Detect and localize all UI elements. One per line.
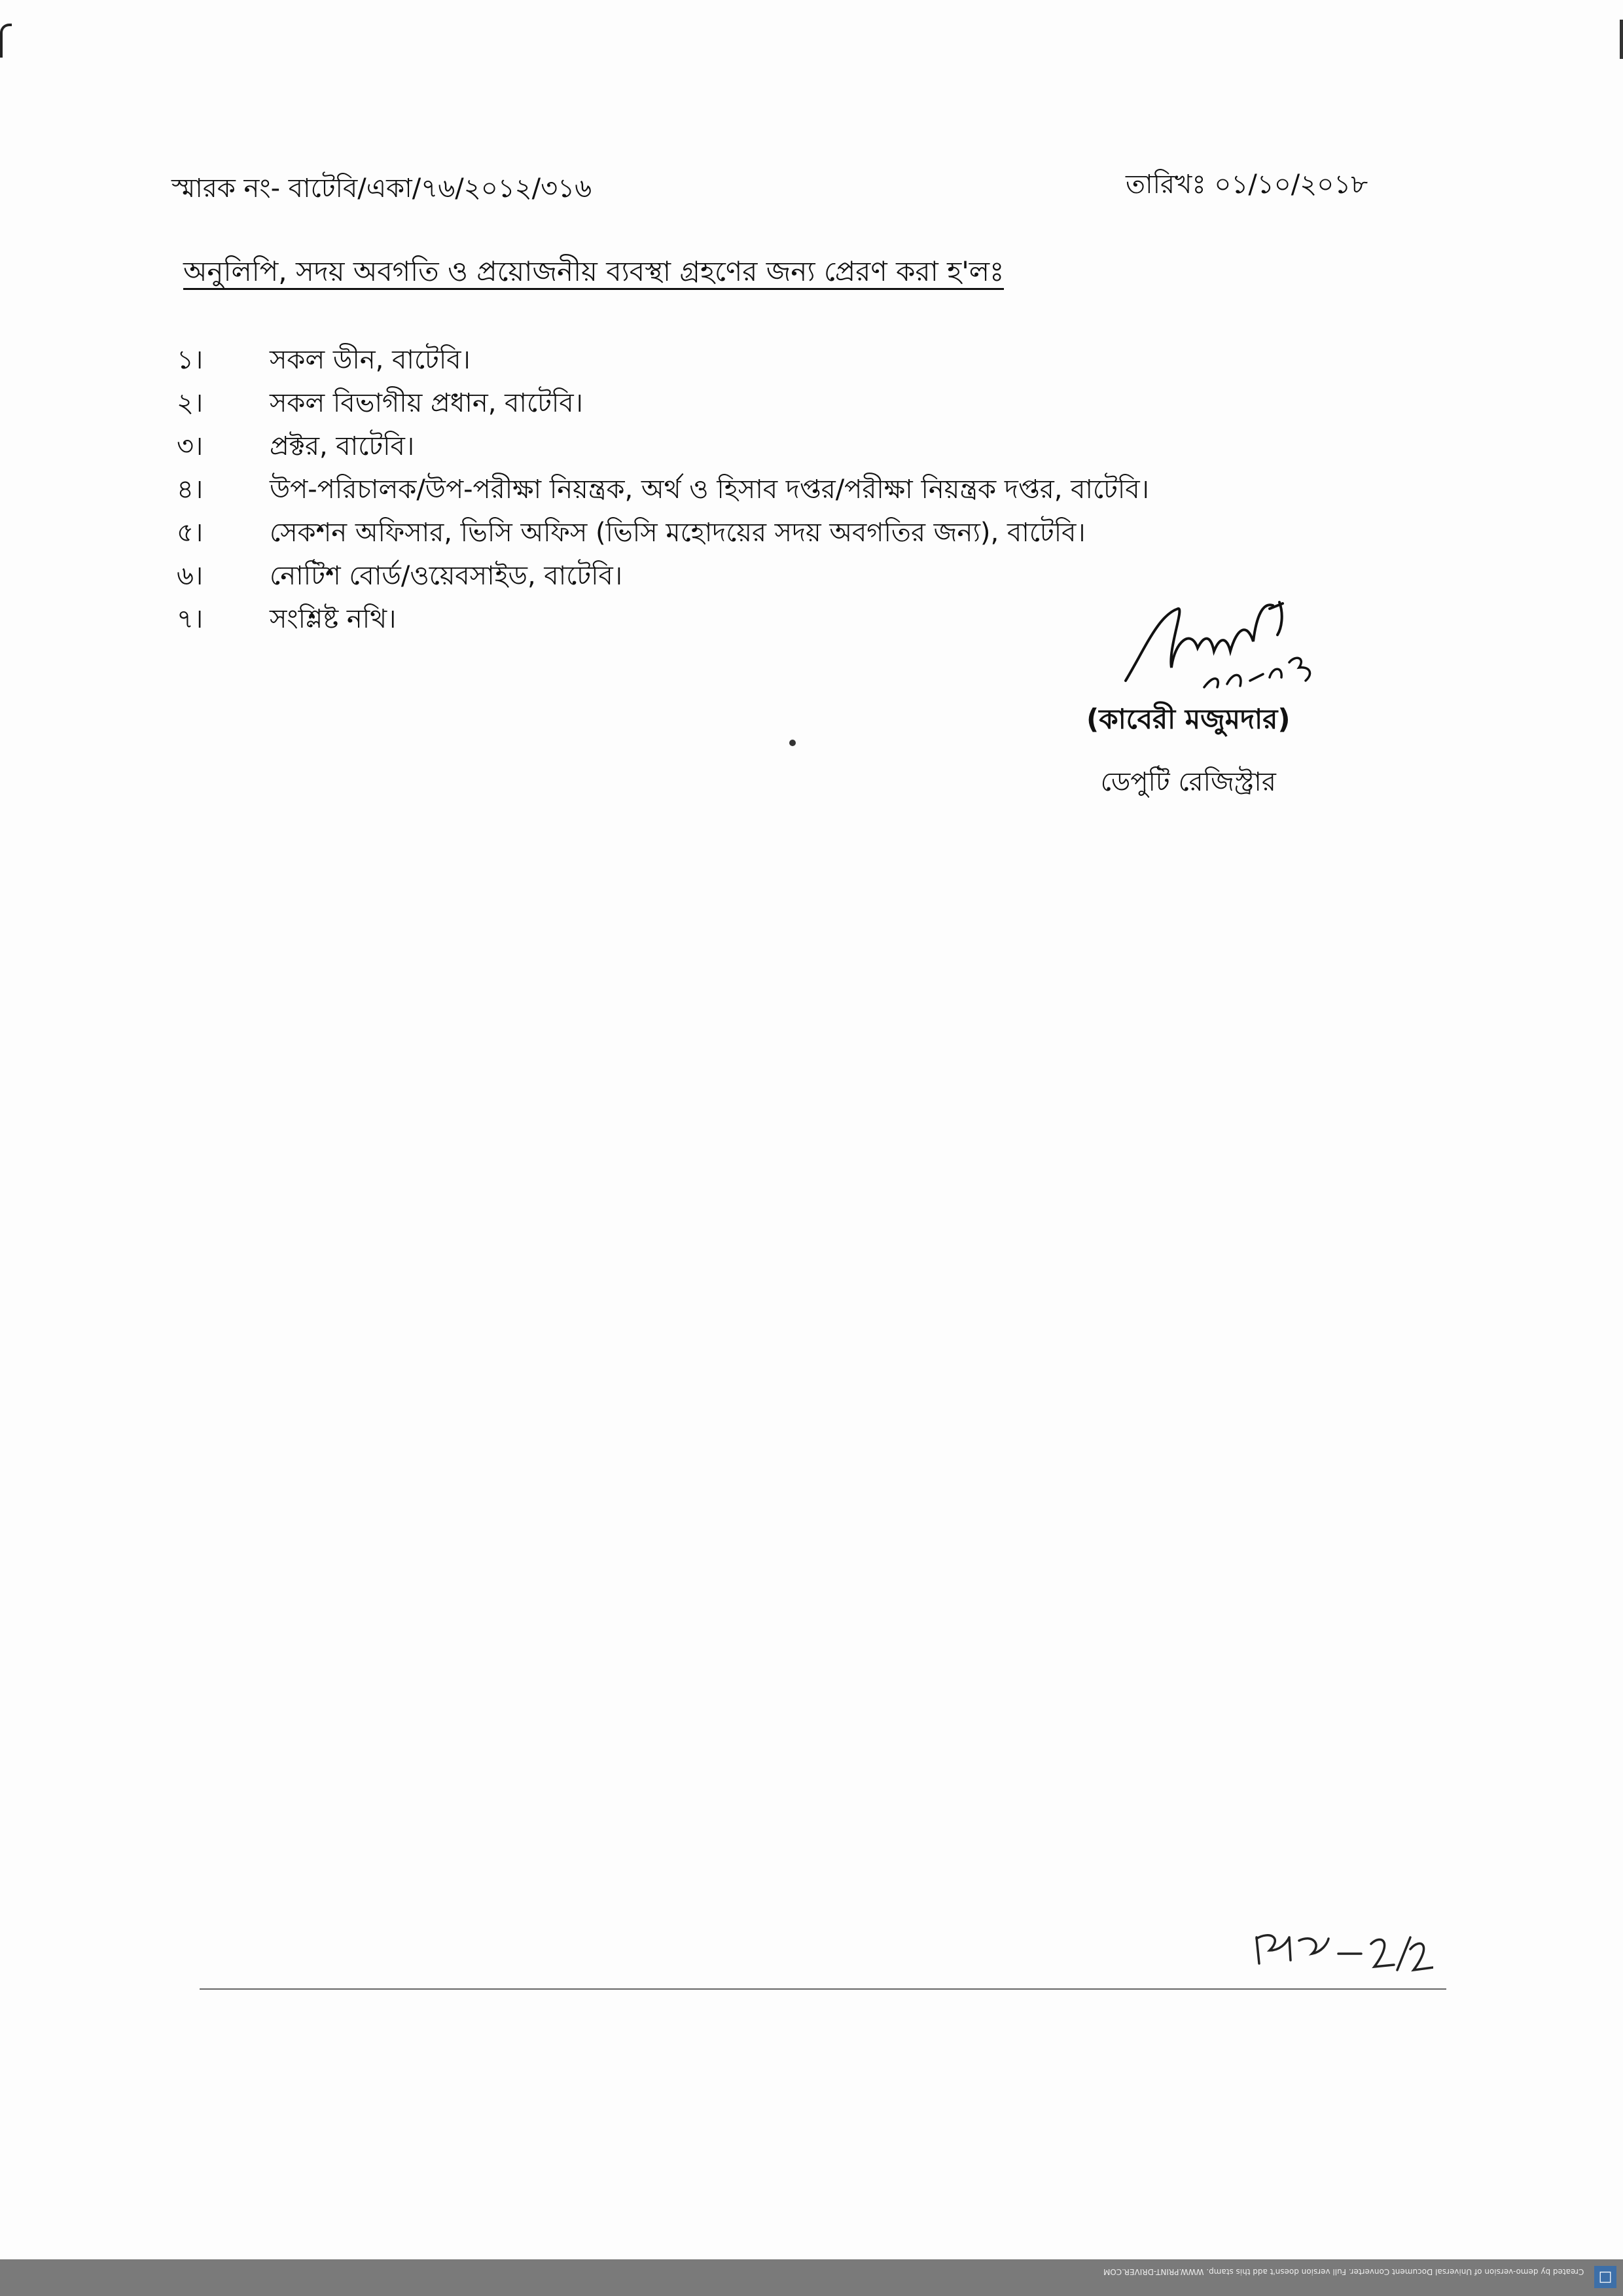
- recipient-list: [177, 339, 1149, 641]
- converter-stamp-text: Created by demo-version of Universal Document Converter. Full version doesn't add this stamp. WWW.PRINT-DRIVER.COM: [1103, 2267, 1584, 2276]
- list-text: সংশ্লিষ্ট নথি।: [270, 604, 397, 634]
- list-item: [177, 382, 1149, 425]
- list-item: [177, 339, 1149, 382]
- list-number: ৬।: [177, 561, 204, 591]
- list-text: সকল ডীন, বাটেবি।: [270, 345, 471, 375]
- list-item: [177, 598, 1149, 641]
- converter-stamp-band: [0, 2259, 1623, 2296]
- converter-logo-icon: □: [1594, 2266, 1616, 2288]
- list-number: ৭।: [177, 604, 204, 634]
- memo-reference: স্মারক নং- বাটেবি/একা/৭৬/২০১২/৩১৬: [171, 173, 592, 204]
- signatory-name: (কাবেরী মজুমদার): [1086, 703, 1291, 735]
- list-item: [177, 512, 1149, 555]
- handwritten-signature: [1106, 589, 1361, 700]
- list-text: সেকশন অফিসার, ভিসি অফিস (ভিসি মহোদয়ের সদয় অবগতির জন্য), বাটেবি।: [270, 518, 1086, 548]
- list-number: ২।: [177, 388, 204, 418]
- memo-date: তারিখঃ ০১/১০/২০১৮: [1126, 170, 1368, 200]
- footer-rule: [200, 1988, 1446, 1990]
- list-text: উপ-পরিচালক/উপ-পরীক্ষা নিয়ন্ত্রক, অর্থ ও হিসাব দপ্তর/পরীক্ষা নিয়ন্ত্রক দপ্তর, বাটেবি।: [270, 475, 1149, 505]
- page-edge-mark: [1613, 20, 1623, 59]
- ink-speck: [789, 740, 796, 746]
- signatory-title: ডেপুটি রেজিস্ট্রার: [1100, 767, 1276, 797]
- list-text: নোটিশ বোর্ড/ওয়েবসাইড, বাটেবি।: [270, 561, 623, 591]
- list-item: [177, 425, 1149, 469]
- list-item: [177, 555, 1149, 598]
- list-item: [177, 469, 1149, 512]
- handwritten-page-number: [1250, 1924, 1433, 1977]
- list-number: ৪।: [177, 475, 204, 505]
- list-text: প্রক্টর, বাটেবি।: [270, 431, 415, 461]
- list-text: সকল বিভাগীয় প্রধান, বাটেবি।: [270, 388, 583, 418]
- list-number: ৫।: [177, 518, 204, 548]
- list-number: ১।: [177, 345, 204, 375]
- page-corner-mark: [0, 24, 12, 58]
- subject-line: অনুলিপি, সদয় অবগতি ও প্রয়োজনীয় ব্যবস্থা গ্রহণের জন্য প্রেরণ করা হ'লঃ: [183, 258, 1004, 290]
- list-number: ৩।: [177, 431, 204, 461]
- signature-block: [1086, 698, 1291, 805]
